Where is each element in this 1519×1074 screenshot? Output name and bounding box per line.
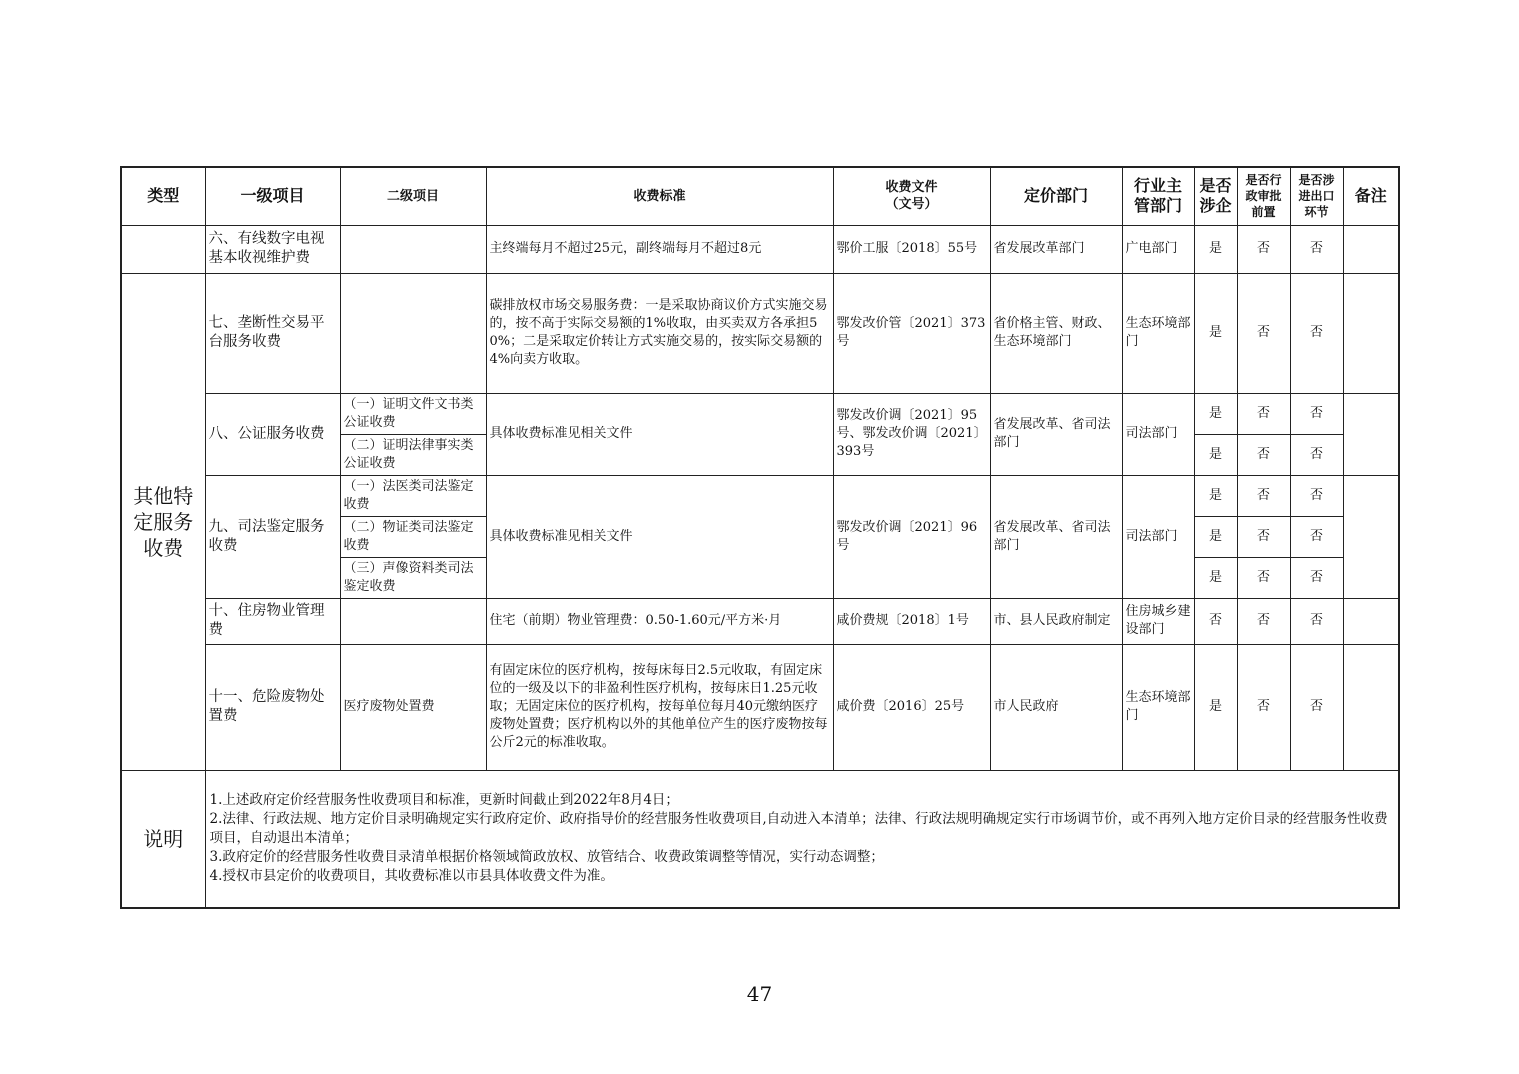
table-row: [121, 273, 1399, 393]
approval-cell: 否: [1237, 516, 1290, 557]
industry-dept-cell: 住房城乡建设部门: [1122, 598, 1194, 644]
table-row: [121, 393, 1399, 434]
enterprise-cell: 是: [1194, 557, 1237, 598]
header-standard: 收费标准: [486, 167, 833, 225]
import-export-cell: 否: [1290, 434, 1343, 475]
import-export-cell: 否: [1290, 644, 1343, 770]
standard-cell: 有固定床位的医疗机构，按每床每日2.5元收取，有固定床位的一级及以下的非盈利性医疗机构，按每床日1.25元收取；无固定床位的医疗机构，按每单位每月40元缴纳医疗废物处置费；医疗机构以外的其他单位产生的医疗废物按每公斤2元的标准收取。: [486, 644, 833, 770]
document-cell: 鄂价工服〔2018〕55号: [833, 225, 990, 273]
level2-cell: [340, 273, 486, 393]
level2-cell: [340, 598, 486, 644]
approval-cell: 否: [1237, 644, 1290, 770]
level2-cell: （三）声像资料类司法鉴定收费: [340, 557, 486, 598]
industry-dept-cell: 广电部门: [1122, 225, 1194, 273]
standard-cell: 具体收费标准见相关文件: [486, 475, 833, 598]
level1-cell: 十、住房物业管理费: [205, 598, 340, 644]
document-cell: 咸价费规〔2018〕1号: [833, 598, 990, 644]
pricing-dept-cell: 市人民政府: [990, 644, 1122, 770]
import-export-cell: 否: [1290, 598, 1343, 644]
enterprise-cell: 是: [1194, 434, 1237, 475]
approval-cell: 否: [1237, 393, 1290, 434]
remarks-cell: [1343, 393, 1399, 475]
header-industry-dept: 行业主 管部门: [1122, 167, 1194, 225]
note-line: 4.授权市县定价的收费项目，其收费标准以市县具体收费文件为准。: [209, 868, 614, 885]
notes-row: [121, 770, 1399, 908]
remarks-cell: [1343, 475, 1399, 598]
page-number: 47: [746, 982, 773, 1006]
table-row: [121, 644, 1399, 770]
header-document: 收费文件 （文号）: [833, 167, 990, 225]
header-type: 类型: [121, 167, 205, 225]
import-export-cell: 否: [1290, 516, 1343, 557]
approval-cell: 否: [1237, 434, 1290, 475]
level2-cell: （二）物证类司法鉴定收费: [340, 516, 486, 557]
approval-cell: 否: [1237, 225, 1290, 273]
industry-dept-cell: 生态环境部门: [1122, 644, 1194, 770]
pricing-dept-cell: 省价格主管、财政、生态环境部门: [990, 273, 1122, 393]
note-line: 2.法律、行政法规、地方定价目录明确规定实行政府定价、政府指导价的经营服务性收费项目,自动进入本清单；法律、行政法规明确规定实行市场调节价，或不再列入地方定价目录的经营服务性收费项目，自动退出本清单；: [209, 811, 1388, 847]
enterprise-cell: 是: [1194, 225, 1237, 273]
enterprise-cell: 是: [1194, 273, 1237, 393]
industry-dept-cell: 生态环境部门: [1122, 273, 1194, 393]
header-remarks: 备注: [1343, 167, 1399, 225]
pricing-dept-cell: 省发展改革、省司法部门: [990, 393, 1122, 475]
header-row: [121, 167, 1399, 225]
remarks-cell: [1343, 644, 1399, 770]
header-involve-enterprise: 是否 涉企: [1194, 167, 1237, 225]
standard-cell: 碳排放权市场交易服务费：一是采取协商议价方式实施交易的，按不高于实际交易额的1%收取，由买卖双方各承担50%；二是采取定价转让方式实施交易的，按实际交易额的4%向卖方收取。: [486, 273, 833, 393]
pricing-dept-cell: 省发展改革部门: [990, 225, 1122, 273]
note-line: 1.上述政府定价经营服务性收费项目和标准，更新时间截止到2022年8月4日；: [209, 792, 679, 809]
table-row: [121, 225, 1399, 273]
enterprise-cell: 是: [1194, 393, 1237, 434]
document-cell: 鄂发改价调〔2021〕95号、鄂发改价调〔2021〕393号: [833, 393, 990, 475]
notes-content: [205, 770, 1399, 908]
approval-cell: 否: [1237, 557, 1290, 598]
enterprise-cell: 是: [1194, 516, 1237, 557]
header-admin-approval: 是否行 政审批 前置: [1237, 167, 1290, 225]
approval-cell: 否: [1237, 598, 1290, 644]
level2-cell: （一）证明文件文书类公证收费: [340, 393, 486, 434]
level1-cell: 八、公证服务收费: [205, 393, 340, 475]
category-cell: 其他特定服务收费: [121, 273, 205, 770]
import-export-cell: 否: [1290, 393, 1343, 434]
table-row: [121, 475, 1399, 516]
enterprise-cell: 是: [1194, 644, 1237, 770]
import-export-cell: 否: [1290, 273, 1343, 393]
standard-cell: 主终端每月不超过25元，副终端每月不超过8元: [486, 225, 833, 273]
document-cell: 鄂发改价调〔2021〕96号: [833, 475, 990, 598]
level1-cell: 九、司法鉴定服务收费: [205, 475, 340, 598]
notes-label: 说明: [121, 770, 205, 908]
level1-cell: 七、垄断性交易平台服务收费: [205, 273, 340, 393]
enterprise-cell: 否: [1194, 598, 1237, 644]
document-cell: 鄂发改价管〔2021〕373号: [833, 273, 990, 393]
remarks-cell: [1343, 273, 1399, 393]
remarks-cell: [1343, 598, 1399, 644]
pricing-dept-cell: 市、县人民政府制定: [990, 598, 1122, 644]
header-import-export: 是否涉 进出口 环节: [1290, 167, 1343, 225]
industry-dept-cell: 司法部门: [1122, 393, 1194, 475]
level1-cell: 六、有线数字电视基本收视维护费: [205, 225, 340, 273]
approval-cell: 否: [1237, 273, 1290, 393]
note-line: 3.政府定价的经营服务性收费目录清单根据价格领域简政放权、放管结合、收费政策调整等情况，实行动态调整；: [209, 849, 884, 866]
level2-cell: 医疗废物处置费: [340, 644, 486, 770]
level2-cell: （二）证明法律事实类公证收费: [340, 434, 486, 475]
fee-table: [120, 166, 1400, 909]
level2-cell: [340, 225, 486, 273]
pricing-dept-cell: 省发展改革、省司法部门: [990, 475, 1122, 598]
header-pricing-dept: 定价部门: [990, 167, 1122, 225]
industry-dept-cell: 司法部门: [1122, 475, 1194, 598]
level1-cell: 十一、危险废物处置费: [205, 644, 340, 770]
header-level2: 二级项目: [340, 167, 486, 225]
standard-cell: 具体收费标准见相关文件: [486, 393, 833, 475]
standard-cell: 住宅（前期）物业管理费：0.50-1.60元/平方米·月: [486, 598, 833, 644]
import-export-cell: 否: [1290, 557, 1343, 598]
document-cell: 咸价费〔2016〕25号: [833, 644, 990, 770]
enterprise-cell: 是: [1194, 475, 1237, 516]
table-row: [121, 598, 1399, 644]
import-export-cell: 否: [1290, 475, 1343, 516]
approval-cell: 否: [1237, 475, 1290, 516]
type-cell: [121, 225, 205, 273]
remarks-cell: [1343, 225, 1399, 273]
level2-cell: （一）法医类司法鉴定收费: [340, 475, 486, 516]
import-export-cell: 否: [1290, 225, 1343, 273]
header-level1: 一级项目: [205, 167, 340, 225]
